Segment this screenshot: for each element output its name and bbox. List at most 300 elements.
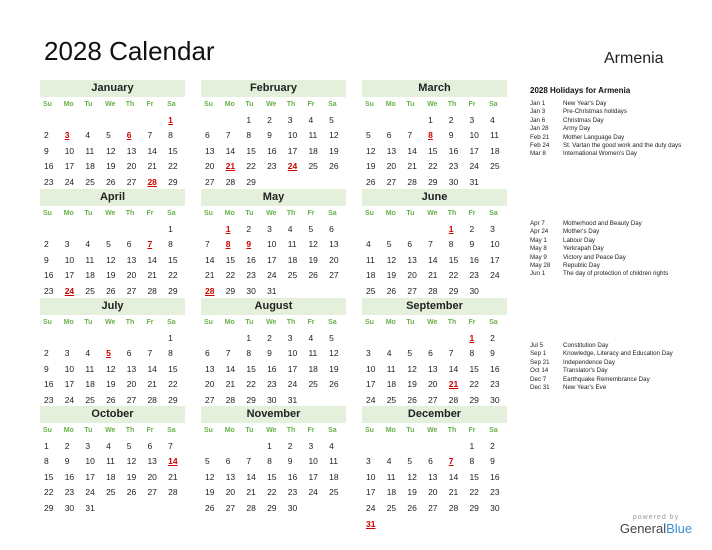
- holiday-day: 7: [448, 456, 454, 467]
- holiday-name: Knowledge, Literacy and Education Day: [563, 350, 673, 358]
- day-number: 21: [428, 270, 438, 281]
- day-number: 1: [168, 332, 173, 343]
- holiday-name: Earthquake Remembrance Day: [563, 375, 650, 383]
- empty-day: [224, 439, 245, 455]
- empty-day: [405, 439, 426, 455]
- day-number: 23: [490, 487, 500, 498]
- day-number: 10: [85, 456, 95, 467]
- weekday-label: We: [266, 427, 277, 434]
- day-number: 27: [147, 487, 157, 498]
- holiday-date: Jan 3: [530, 108, 546, 116]
- day-number: 13: [329, 239, 339, 250]
- brand-name-general: General: [619, 521, 667, 536]
- holiday-name: Republic Day: [563, 262, 600, 270]
- weekday-label: Su: [43, 319, 52, 326]
- day-number: 12: [106, 363, 116, 374]
- day-number: 29: [225, 285, 236, 296]
- month-name: January: [40, 80, 185, 97]
- weekday-label: Sa: [167, 101, 176, 108]
- day-number: 23: [469, 270, 479, 281]
- day-number: 9: [267, 130, 272, 141]
- day-number: 30: [64, 502, 75, 513]
- holiday-day: 1: [469, 332, 475, 343]
- day-number: 18: [308, 363, 318, 374]
- empty-day: [63, 222, 84, 238]
- holiday-name: Motherhood and Beauty Day: [563, 220, 642, 227]
- day-number: 6: [126, 348, 132, 359]
- weekday-label: Mo: [385, 319, 396, 326]
- day-number: 17: [308, 471, 318, 482]
- day-number: 25: [85, 176, 95, 187]
- day-number: 29: [267, 502, 277, 513]
- weekday-label: We: [105, 101, 116, 108]
- month-name: February: [201, 80, 346, 97]
- day-number: 9: [64, 456, 70, 467]
- day-number: 12: [366, 145, 376, 156]
- day-number: 7: [225, 130, 231, 141]
- day-number: 14: [147, 254, 157, 265]
- holiday-row: [530, 142, 690, 150]
- day-number: 21: [147, 379, 157, 390]
- weekday-label: We: [266, 101, 277, 108]
- empty-day: [405, 113, 426, 129]
- weekday-label: Fr: [146, 210, 154, 217]
- day-number: 13: [126, 363, 137, 374]
- weekday-label: We: [105, 210, 116, 217]
- holiday-group-2: [530, 342, 690, 392]
- day-number: 19: [386, 270, 397, 281]
- holiday-day: 3: [64, 130, 70, 141]
- day-number: 27: [205, 394, 215, 405]
- holiday-date: Feb 24: [530, 142, 550, 150]
- day-number: 17: [287, 145, 298, 156]
- day-number: 7: [147, 130, 153, 141]
- brand-logo: [616, 514, 696, 536]
- day-number: 21: [246, 487, 256, 498]
- day-number: 4: [308, 332, 314, 343]
- holiday-date: Jan 28: [530, 125, 549, 133]
- day-number: 27: [386, 176, 397, 187]
- empty-day: [203, 113, 224, 129]
- day-number: 20: [225, 487, 236, 498]
- weekday-label: Th: [286, 101, 296, 108]
- holiday-name: Translator's Day: [563, 367, 608, 375]
- day-number: 25: [287, 270, 298, 281]
- weekday-label: Fr: [468, 101, 476, 108]
- day-number: 23: [44, 176, 54, 187]
- weekday-label: Mo: [63, 427, 74, 434]
- day-number: 13: [126, 145, 137, 156]
- weekday-label: Th: [125, 427, 135, 434]
- empty-day: [364, 439, 385, 455]
- weekday-label: Tu: [84, 101, 93, 108]
- day-number: 8: [246, 348, 252, 359]
- day-number: 6: [428, 456, 433, 467]
- day-number: 15: [168, 254, 178, 265]
- day-number: 5: [308, 223, 314, 234]
- weekday-label: Th: [447, 427, 457, 434]
- holiday-name: Constitution Day: [563, 342, 609, 349]
- day-number: 11: [308, 130, 318, 141]
- day-number: 19: [106, 161, 116, 172]
- day-number: 12: [407, 471, 417, 482]
- weekday-label: Mo: [385, 210, 396, 217]
- month-2: [362, 80, 507, 190]
- day-number: 24: [366, 502, 376, 513]
- weekday-label: Sa: [167, 210, 176, 217]
- day-number: 2: [448, 114, 454, 125]
- day-number: 13: [225, 471, 236, 482]
- day-number: 28: [448, 394, 459, 405]
- holiday-day: 28: [205, 285, 215, 296]
- day-number: 22: [469, 487, 479, 498]
- holiday-row: [530, 134, 690, 142]
- day-number: 8: [469, 348, 475, 359]
- month-8: [362, 298, 507, 408]
- holiday-row: [530, 376, 690, 384]
- day-number: 30: [246, 285, 256, 296]
- day-number: 3: [490, 223, 495, 234]
- weekday-label: We: [427, 101, 438, 108]
- day-number: 13: [126, 254, 137, 265]
- day-number: 3: [267, 223, 272, 234]
- day-number: 2: [44, 348, 49, 359]
- day-number: 19: [407, 487, 417, 498]
- day-number: 16: [64, 471, 75, 482]
- empty-day: [385, 331, 406, 347]
- day-number: 7: [147, 348, 153, 359]
- holiday-row: [530, 245, 690, 253]
- weekday-label: We: [105, 427, 116, 434]
- day-number: 19: [407, 379, 417, 390]
- weekday-label: Mo: [224, 319, 235, 326]
- weekday-label: Fr: [468, 319, 476, 326]
- day-number: 25: [106, 487, 116, 498]
- weekday-label: Tu: [406, 101, 415, 108]
- weekday-label: Fr: [307, 101, 315, 108]
- weekday-label: Th: [447, 319, 457, 326]
- day-number: 6: [329, 223, 334, 234]
- weekday-label: Su: [365, 210, 374, 217]
- weekday-label: Tu: [245, 210, 254, 217]
- day-number: 29: [246, 394, 256, 405]
- day-number: 31: [287, 394, 298, 405]
- holiday-name: Independence Day: [563, 358, 615, 366]
- day-number: 28: [246, 502, 256, 513]
- day-number: 29: [469, 394, 479, 405]
- day-number: 4: [85, 130, 91, 141]
- empty-day: [145, 113, 166, 129]
- day-number: 29: [44, 502, 54, 513]
- empty-day: [145, 331, 166, 347]
- day-number: 26: [126, 487, 137, 498]
- weekday-label: Fr: [146, 101, 154, 108]
- holiday-row: [530, 367, 690, 375]
- weekday-label: Mo: [63, 210, 74, 217]
- holiday-date: May 9: [530, 253, 547, 261]
- weekday-label: Tu: [84, 319, 93, 326]
- weekday-label: Fr: [146, 427, 154, 434]
- day-number: 11: [287, 239, 297, 250]
- day-number: 7: [246, 456, 252, 467]
- holiday-row: [530, 237, 690, 245]
- weekday-label: Sa: [489, 210, 498, 217]
- holiday-day: 8: [428, 130, 433, 141]
- day-number: 14: [448, 363, 459, 374]
- day-number: 11: [85, 254, 95, 265]
- holiday-group-0: [530, 100, 690, 159]
- month-days: [201, 206, 346, 300]
- day-number: 8: [267, 456, 272, 467]
- day-number: 7: [448, 348, 454, 359]
- holiday-name: Christmas Day: [563, 116, 604, 124]
- day-number: 15: [168, 363, 178, 374]
- day-number: 23: [64, 487, 75, 498]
- day-number: 26: [329, 379, 339, 390]
- empty-day: [203, 222, 224, 238]
- weekday-label: We: [427, 319, 438, 326]
- day-number: 21: [407, 161, 417, 172]
- day-number: 17: [366, 379, 376, 390]
- day-number: 14: [448, 471, 459, 482]
- holiday-row: [530, 108, 690, 116]
- day-number: 16: [267, 363, 277, 374]
- day-number: 25: [366, 285, 376, 296]
- day-number: 10: [64, 145, 75, 156]
- holiday-name: Pre-Christmas holidays: [563, 108, 627, 116]
- day-number: 3: [366, 456, 371, 467]
- day-number: 29: [168, 176, 178, 187]
- holiday-date: Jun 1: [530, 270, 546, 278]
- day-number: 25: [85, 394, 95, 405]
- day-number: 5: [329, 332, 334, 343]
- weekday-label: Tu: [84, 427, 93, 434]
- day-number: 18: [490, 145, 500, 156]
- day-number: 17: [490, 254, 500, 265]
- day-number: 20: [407, 270, 417, 281]
- day-number: 2: [44, 239, 49, 250]
- day-number: 18: [85, 270, 95, 281]
- day-number: 4: [85, 348, 91, 359]
- weekday-label: Tu: [245, 427, 254, 434]
- empty-day: [447, 331, 468, 347]
- weekday-label: We: [266, 210, 277, 217]
- day-number: 28: [147, 394, 157, 405]
- day-number: 8: [469, 456, 475, 467]
- holiday-day: 24: [287, 161, 298, 172]
- month-days: [40, 423, 185, 517]
- holidays-title: 2028 Holidays for Armenia: [530, 86, 631, 95]
- day-number: 11: [329, 456, 338, 467]
- day-number: 1: [428, 114, 433, 125]
- day-number: 16: [287, 471, 298, 482]
- day-number: 26: [386, 285, 397, 296]
- holiday-name: Yerkrapah Day: [563, 245, 604, 253]
- day-number: 13: [407, 254, 417, 265]
- month-days: [362, 423, 507, 532]
- day-number: 15: [448, 254, 459, 265]
- day-number: 1: [267, 440, 272, 451]
- holiday-row: [530, 125, 690, 133]
- day-number: 30: [448, 176, 459, 187]
- weekday-label: Th: [286, 427, 296, 434]
- month-days: [362, 206, 507, 300]
- holiday-date: Jan 1: [530, 100, 546, 107]
- day-number: 19: [308, 254, 318, 265]
- weekday-label: Fr: [468, 210, 476, 217]
- day-number: 16: [448, 145, 459, 156]
- holiday-date: Dec 7: [530, 375, 547, 383]
- day-number: 12: [205, 471, 215, 482]
- empty-day: [83, 113, 104, 129]
- weekday-label: Sa: [489, 319, 498, 326]
- day-number: 29: [469, 502, 479, 513]
- day-number: 16: [44, 270, 54, 281]
- day-number: 9: [44, 363, 49, 374]
- empty-day: [385, 439, 406, 455]
- day-number: 8: [246, 130, 252, 141]
- day-number: 20: [386, 161, 397, 172]
- day-number: 16: [246, 254, 256, 265]
- day-number: 9: [44, 254, 49, 265]
- day-number: 5: [205, 456, 210, 467]
- day-number: 9: [490, 348, 495, 359]
- weekday-label: Fr: [307, 427, 315, 434]
- month-5: [362, 189, 507, 299]
- month-name: December: [362, 406, 507, 423]
- day-number: 28: [448, 502, 459, 513]
- day-number: 16: [490, 471, 500, 482]
- weekday-label: Su: [43, 427, 52, 434]
- weekday-label: Sa: [489, 101, 498, 108]
- day-number: 15: [225, 254, 236, 265]
- day-number: 22: [469, 379, 479, 390]
- day-number: 16: [267, 145, 277, 156]
- day-number: 27: [126, 394, 137, 405]
- day-number: 14: [225, 145, 236, 156]
- day-number: 20: [147, 471, 157, 482]
- holiday-name: New Year's Eve: [563, 384, 607, 392]
- weekday-label: Su: [365, 319, 374, 326]
- weekday-label: Th: [447, 101, 457, 108]
- holiday-day: 24: [64, 285, 75, 296]
- holiday-name: Labour Day: [563, 236, 595, 244]
- holiday-date: Apr 7: [530, 220, 545, 227]
- month-name: June: [362, 189, 507, 206]
- day-number: 25: [85, 285, 95, 296]
- day-number: 29: [168, 394, 178, 405]
- holiday-row: [530, 350, 690, 358]
- day-number: 21: [205, 270, 215, 281]
- day-number: 24: [490, 270, 500, 281]
- day-number: 13: [428, 363, 438, 374]
- day-number: 20: [428, 379, 438, 390]
- weekday-label: Su: [43, 101, 52, 108]
- day-number: 5: [386, 239, 392, 250]
- day-number: 8: [44, 456, 49, 467]
- day-number: 14: [205, 254, 215, 265]
- holiday-day: 1: [448, 223, 454, 234]
- day-number: 10: [287, 130, 298, 141]
- day-number: 18: [386, 379, 397, 390]
- weekday-label: Su: [365, 427, 374, 434]
- page-title: 2028 Calendar: [44, 36, 215, 66]
- day-number: 10: [469, 130, 479, 141]
- day-number: 11: [386, 363, 396, 374]
- day-number: 16: [44, 379, 54, 390]
- day-number: 14: [407, 145, 417, 156]
- day-number: 28: [407, 176, 417, 187]
- day-number: 19: [106, 270, 116, 281]
- day-number: 11: [366, 254, 375, 265]
- day-number: 3: [64, 348, 70, 359]
- day-number: 23: [267, 379, 277, 390]
- month-name: October: [40, 406, 185, 423]
- day-number: 23: [287, 487, 298, 498]
- day-number: 13: [147, 456, 157, 467]
- day-number: 2: [490, 440, 495, 451]
- holiday-date: Mar 8: [530, 150, 546, 158]
- day-number: 23: [44, 394, 54, 405]
- day-number: 9: [448, 130, 454, 141]
- weekday-label: Sa: [328, 210, 337, 217]
- holiday-date: Oct 14: [530, 367, 549, 375]
- day-number: 8: [448, 239, 454, 250]
- day-number: 6: [407, 239, 413, 250]
- day-number: 20: [205, 161, 215, 172]
- holiday-day: 9: [246, 239, 252, 250]
- day-number: 27: [126, 285, 137, 296]
- day-number: 1: [44, 440, 49, 451]
- holiday-row: [530, 220, 690, 228]
- day-number: 20: [126, 379, 137, 390]
- weekday-label: Su: [204, 101, 213, 108]
- weekday-label: Th: [125, 101, 135, 108]
- month-4: [201, 189, 346, 299]
- empty-day: [385, 113, 406, 129]
- day-number: 16: [469, 254, 479, 265]
- day-number: 12: [386, 254, 397, 265]
- day-number: 31: [85, 502, 95, 513]
- weekday-label: Th: [447, 210, 457, 217]
- holiday-name: Victory and Peace Day: [563, 253, 626, 261]
- day-number: 4: [329, 440, 334, 451]
- day-number: 4: [287, 223, 293, 234]
- day-number: 3: [469, 114, 475, 125]
- day-number: 27: [126, 176, 137, 187]
- day-number: 2: [64, 440, 70, 451]
- day-number: 3: [308, 440, 314, 451]
- day-number: 10: [267, 239, 277, 250]
- day-number: 26: [407, 502, 417, 513]
- empty-day: [104, 331, 125, 347]
- empty-day: [364, 222, 385, 238]
- holiday-day: 28: [147, 176, 157, 187]
- empty-day: [104, 222, 125, 238]
- day-number: 21: [147, 161, 157, 172]
- day-number: 12: [106, 145, 116, 156]
- day-number: 29: [246, 176, 256, 187]
- day-number: 15: [469, 363, 479, 374]
- day-number: 14: [246, 471, 256, 482]
- month-name: August: [201, 298, 346, 315]
- brand-name-blue: Blue: [666, 521, 693, 536]
- empty-day: [224, 113, 245, 129]
- day-number: 22: [168, 379, 178, 390]
- empty-day: [83, 222, 104, 238]
- day-number: 24: [469, 161, 479, 172]
- day-number: 27: [329, 270, 339, 281]
